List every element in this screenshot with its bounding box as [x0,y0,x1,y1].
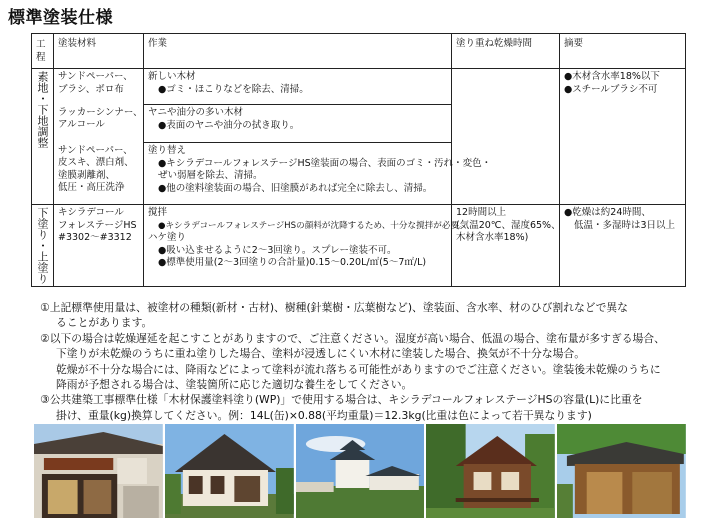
material-cell: ラッカーシンナー、 アルコール [54,105,144,143]
header-summary: 摘要 [560,34,686,69]
header-interval: 塗り重ね乾燥時間 [452,34,560,69]
shop-storefront-photo [34,424,163,518]
process-prep: 素地・下地調整 [32,69,54,205]
gate-building-photo [557,424,686,518]
wooden-lodge-photo [426,424,555,518]
material-cell: サンドペーパー、 ブラシ、ボロ布 [54,69,144,105]
note-2: ②以下の場合は乾燥遅延を起こすことがありますので、ご注意ください。湿度が高い場合、低温の場合、塗布量が多すぎる場合、 下塗りが未乾燥のうちに重ね塗りした場合、塗料が浸透しにくい木材に塗装した場合、換気が不十分な場合。 乾燥が不十分な場合には、降雨などによって塗料が流れ落ちる可能性がありますのでご注意ください。塗装後未乾燥のうちに 降雨が予想される場合は、塗装箇所に応じた適切な養生をしてください。 [40,331,665,392]
work-cell: 新しい木材 ●ゴミ・ほこりなどを除去、清掃。 [144,69,452,105]
japanese-house-photo [165,424,294,518]
work-cell: 撹拌 ●キシラデコールフォレステージHSの顔料が沈降するため、十分な撹拌が必要。 ハケ塗り ●吸い込ませるように2～3回塗り。スプレー塗装不可。 ●標準使用量(2～3回塗りの合計量)0.15～0.20L/㎡(5～7㎡/L) [144,205,452,287]
spec-table [31,33,686,287]
header-process: 工程 [32,34,54,69]
photo-strip [34,424,686,518]
table-row [32,205,686,287]
summary-cell: ●木材含水率18%以下 ●スチールブラシ不可 [560,69,686,205]
work-cell: 塗り替え ●キシラデコールフォレステージHS塗装面の場合、表面のゴミ・汚れ・変色・ ぜい弱層を除去、清掃。 ●他の塗料塗装面の場合、旧塗膜があれば完全に除去し、清掃。 [144,143,452,205]
table-header-row [32,34,686,69]
page-title: 標準塗装仕様 [8,8,113,28]
material-cell: サンドペーパー、 皮スキ、漂白剤、 塗膜剥離剤、 低圧・高圧洗浄 [54,143,144,205]
interval-cell: 12時間以上 (気温20℃、湿度65%、 木材含水率18%) [452,205,560,287]
header-work: 作業 [144,34,452,69]
material-cell: キシラデコール フォレステージHS #3302～#3312 [54,205,144,287]
castle-photo [296,424,425,518]
header-material: 塗装材料 [54,34,144,69]
note-1: ①上記標準使用量は、被塗材の種類(新材・古材)、樹種(針葉樹・広葉樹など)、塗装面、含水率、材のひび割れなどで異な ることがあります。 [40,301,628,330]
summary-cell: ●乾燥は約24時間、 低温・多湿時は3日以上 [560,205,686,287]
process-coat: 下塗り・上塗り [32,205,54,287]
note-3: ③公共建築工事標準仕様「木材保護塗料塗り(WP)」で使用する場合は、キシラデコールフォレステージHSの容量(L)に比重を 掛け、重量(kg)換算してください。例：14L(缶)×0.88(平均重量)＝12.3kg(比重は色によって若干異なります) [40,393,643,422]
notes [40,300,700,423]
interval-cell-empty [452,69,560,205]
work-cell: ヤニや油分の多い木材 ●表面のヤニや油分の拭き取り。 [144,105,452,143]
table-row [32,69,686,105]
